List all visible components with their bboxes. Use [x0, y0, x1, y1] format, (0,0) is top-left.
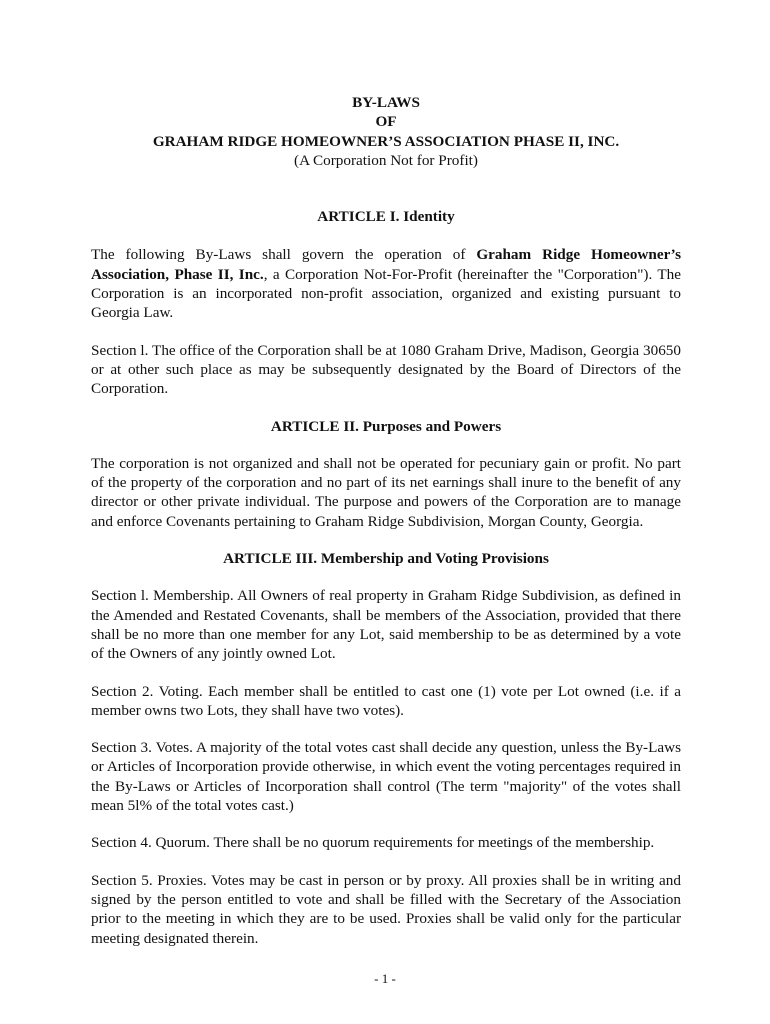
article-2-heading: ARTICLE II. Purposes and Powers — [270, 417, 502, 435]
title-line-association: GRAHAM RIDGE HOMEOWNER’S ASSOCIATION PHASE II, INC. — [152, 132, 620, 150]
article-3-section-1: Section l. Membership. All Owners of real property in Graham Ridge Subdivision, as defined in the Amended and Restated Covenants, shall be members of the Association, provided that there shall be no more than one member for any Lot, said membership to be as determined by a vote of the Owners of any jointly owned Lot. — [91, 587, 681, 663]
title-line-bylaws: BY-LAWS — [352, 94, 420, 111]
article-1-intro-post: , a Corporation Not-For-Profit (hereinafter the "Corporation"). The Corporation is an incorporated non-profit association, organized and existing pursuant to Georgia Law. — [91, 265, 681, 322]
article-1-intro-pre: The following By-Laws shall govern the operation of — [91, 246, 477, 264]
association-name: Graham Ridge Homeowner’s Association, Phase II, Inc. — [91, 246, 681, 283]
article-1-intro — [91, 245, 681, 322]
article-1-heading: ARTICLE I. Identity — [317, 208, 455, 226]
title-subtitle: (A Corporation Not for Profit) — [294, 151, 478, 169]
document-page — [91, 93, 681, 948]
article-3-section-5: Section 5. Proxies. Votes may be cast in person or by proxy. All proxies shall be in writing and signed by the person entitled to vote and shall be filled with the Secretary of the Association prior to the meeting in which they are to be used. Proxies shall be valid only for the particular meeting designated therein. — [91, 871, 681, 947]
article-3-section-2: Section 2. Voting. Each member shall be entitled to cast one (1) vote per Lot owned (i.e. if a member owns two Lots, they shall have two votes). — [91, 682, 681, 719]
article-3-heading: ARTICLE III. Membership and Voting Provisions — [223, 550, 549, 568]
article-3-section-3: Section 3. Votes. A majority of the total votes cast shall decide any question, unless the By-Laws or Articles of Incorporation provide otherwise, in which event the voting percentages required in the By-Laws or Articles of Incorporation shall control (The term "majority" of the votes shall mean 5l% of the total votes cast.) — [91, 739, 681, 815]
article-1-section-1: Section l. The office of the Corporation shall be at 1080 Graham Drive, Madison, Georgia 30650 or at other such place as may be subsequently designated by the Board of Directors of the Corporation. — [91, 341, 681, 398]
document-title — [91, 93, 681, 170]
article-3-section-4: Section 4. Quorum. There shall be no quorum requirements for meetings of the membership. — [91, 834, 655, 852]
page-number: - 1 - — [374, 971, 396, 986]
title-line-of: OF — [375, 113, 397, 131]
article-2-text: The corporation is not organized and shall not be operated for pecuniary gain or profit. No part of the property of the corporation and no part of its net earnings shall inure to the benefit of any director or other private individual. The purpose and powers of the Corporation are to manage and enforce Covenants pertaining to Graham Ridge Subdivision, Morgan County, Georgia. — [91, 454, 681, 530]
